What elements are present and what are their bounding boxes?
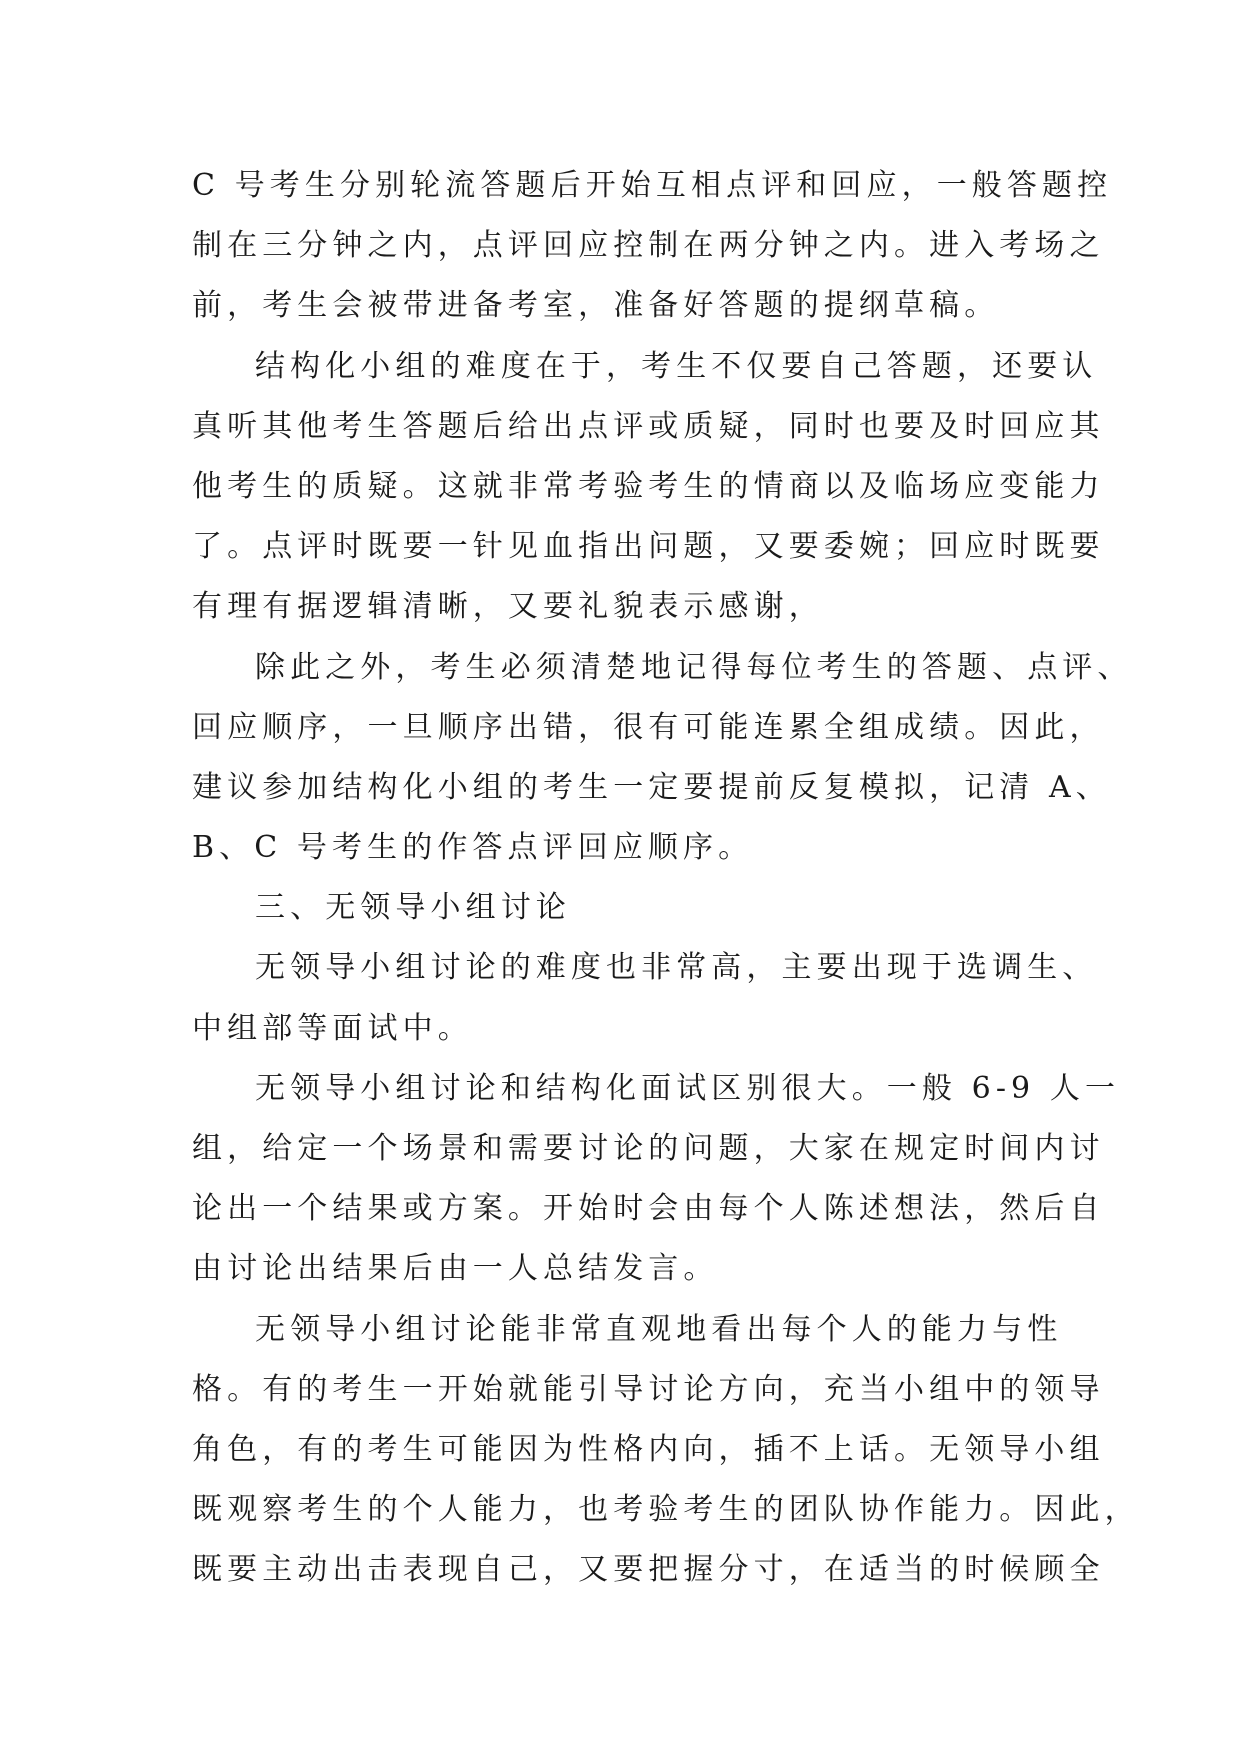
text-line: 回应顺序，一旦顺序出错，很有可能连累全组成绩。因此， xyxy=(192,709,1105,745)
paragraph-1 xyxy=(192,156,1113,337)
text-line: 由讨论出结果后由一人总结发言。 xyxy=(192,1251,719,1287)
text-line: 中组部等面试中。 xyxy=(192,1010,473,1046)
text-line: 结构化小组的难度在于，考生不仅要自己答题，还要认 xyxy=(255,348,1098,384)
paragraph-6 xyxy=(192,1300,1140,1601)
text-line: 了。点评时既要一针见血指出问题，又要委婉；回应时既要 xyxy=(192,529,1105,565)
text-line: 建议参加结构化小组的考生一定要提前反复模拟，记清 A、 xyxy=(192,769,1111,805)
paragraph-3 xyxy=(192,638,1133,879)
text-line: 角色，有的考生可能因为性格内向，插不上话。无领导小组 xyxy=(192,1431,1105,1467)
text-line: 除此之外，考生必须清楚地记得每位考生的答题、点评、 xyxy=(255,649,1133,685)
text-line: 有理有据逻辑清晰，又要礼貌表示感谢， xyxy=(192,589,824,625)
paragraph-5 xyxy=(192,1059,1121,1300)
text-line: C 号考生分别轮流答题后开始互相点评和回应，一般答题控 xyxy=(192,168,1113,203)
text-line: 组，给定一个场景和需要讨论的问题，大家在规定时间内讨 xyxy=(192,1131,1105,1166)
text-line: B、C 号考生的作答点评回应顺序。 xyxy=(192,830,754,866)
text-line: 他考生的质疑。这就非常考验考生的情商以及临场应变能力 xyxy=(192,468,1105,504)
text-line: 既观察考生的个人能力，也考验考生的团队协作能力。因此， xyxy=(192,1492,1140,1528)
paragraph-2 xyxy=(192,337,1105,638)
heading-line: 三、无领导小组讨论 xyxy=(255,890,571,926)
text-line: 无领导小组讨论能非常直观地看出每个人的能力与性 xyxy=(255,1311,1063,1347)
text-line: 既要主动出击表现自己，又要把握分寸，在适当的时候顾全 xyxy=(192,1552,1105,1588)
text-line: 制在三分钟之内，点评回应控制在两分钟之内。进入考场之 xyxy=(192,228,1105,264)
section-heading xyxy=(192,878,1062,938)
text-line: 论出一个结果或方案。开始时会由每个人陈述想法，然后自 xyxy=(192,1191,1105,1227)
text-line: 真听其他考生答题后给出点评或质疑，同时也要及时回应其 xyxy=(192,408,1105,444)
text-line: 无领导小组讨论的难度也非常高，主要出现于选调生、 xyxy=(255,950,1098,986)
paragraph-4 xyxy=(192,938,1098,1058)
text-line: 格。有的考生一开始就能引导讨论方向，充当小组中的领导 xyxy=(192,1371,1105,1407)
document-body xyxy=(192,156,1140,1601)
text-line: 前，考生会被带进备考室，准备好答题的提纲草稿。 xyxy=(192,288,1000,324)
text-line: 无领导小组讨论和结构化面试区别很大。一般 6-9 人一 xyxy=(255,1070,1121,1106)
